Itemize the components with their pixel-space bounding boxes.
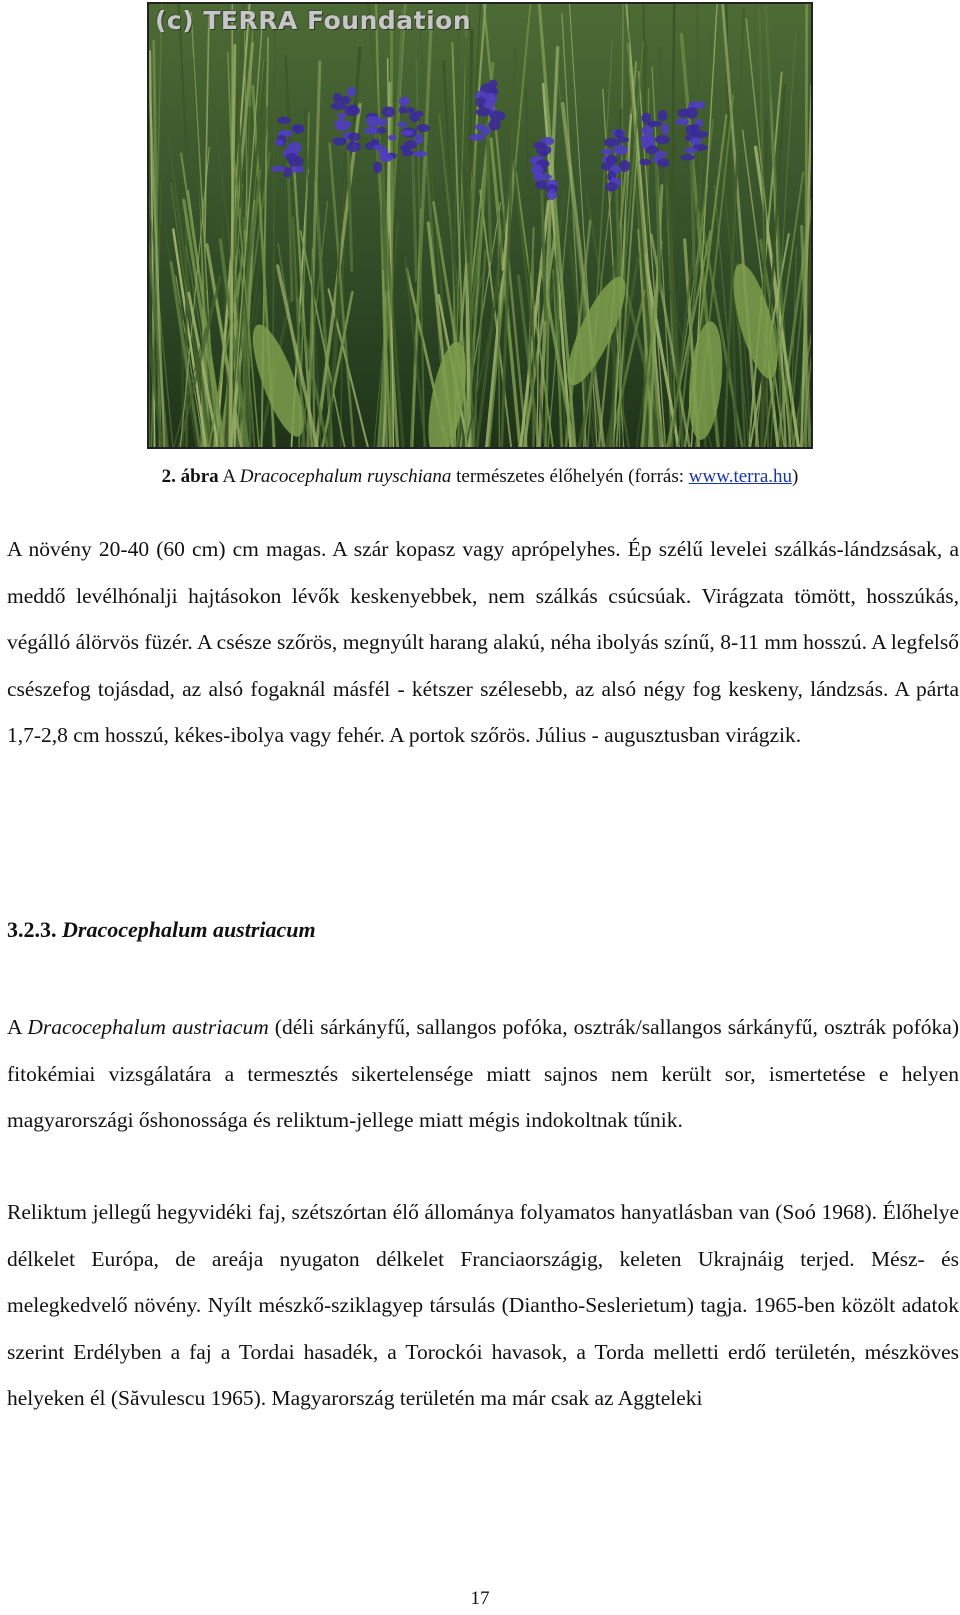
flower-petal: [684, 147, 697, 153]
flower-petal: [332, 137, 347, 145]
flower-petal: [657, 159, 669, 168]
flower-petal: [377, 127, 386, 134]
flower-petal: [488, 119, 500, 130]
section-heading: [7, 917, 316, 943]
flower-petal: [655, 151, 668, 157]
flower-petal: [347, 87, 357, 97]
flower-petal: [605, 182, 618, 192]
flower-petal: [476, 108, 492, 117]
flower-petal: [344, 105, 360, 116]
flower-petal: [469, 134, 485, 141]
flower-petal: [373, 162, 382, 174]
flower-petal: [675, 118, 689, 125]
flower-petal: [401, 130, 414, 136]
flower-petal: [409, 112, 420, 122]
intro-species: Dracocephalum austriacum: [27, 1015, 269, 1039]
flower-petal: [399, 106, 407, 114]
flower-petal: [382, 106, 396, 117]
flower-petal: [397, 121, 407, 127]
flower-petal: [291, 166, 305, 173]
section-number: 3.2.3.: [7, 917, 57, 942]
photo-watermark: (c) TERRA Foundation: [155, 6, 472, 35]
flower-petal: [416, 124, 430, 132]
flower-petal: [292, 125, 300, 133]
page-number: 17: [470, 1588, 490, 1609]
flower-petal: [399, 97, 410, 107]
flower-petal: [540, 150, 548, 157]
flower-petal: [642, 126, 654, 136]
habitat-paragraph: Reliktum jellegű hegyvidéki faj, szétszórtan élő állománya folyamatos hanyatlásban van (Soó 1968). Élőhelye délkelet Európa, de areája nyugaton délkelet Franciaországig, keleten Ukrajnáig terjed. Mész- és melegkedvelő növény. Nyílt mészkő-sziklagyep társulás (Diantho-Seslerietum) tagja. 1965-ben közölt adatok szerint Erdélyben a faj a Tordai hasadék, a Torockói havasok, a Torda melletti erdő területén, mészköves helyeken él (Săvulescu 1965). Magyarország területén ma már csak az Aggteleki: [7, 1200, 959, 1410]
flower-petal: [413, 151, 427, 157]
flower-petal: [614, 145, 628, 155]
flower-petal: [388, 135, 396, 141]
flower-petal: [537, 174, 552, 181]
flower-petal: [335, 124, 349, 130]
section-title: Dracocephalum austriacum: [62, 917, 316, 942]
flower-petal: [376, 118, 388, 126]
flower-petal: [639, 159, 651, 166]
source-link[interactable]: www.terra.hu: [688, 466, 793, 487]
flower-petal: [284, 167, 292, 178]
flower-petal: [601, 149, 614, 155]
flower-petal: [337, 113, 346, 119]
flower-petal: [484, 100, 495, 109]
flower-petal: [694, 101, 706, 109]
flower-petal: [379, 154, 393, 162]
caption-species: Dracocephalum ruyschiana: [239, 466, 452, 487]
flower-petal: [661, 124, 669, 135]
intro-pre: A: [7, 1015, 28, 1039]
flower-petal: [288, 156, 304, 167]
flower-petal: [402, 149, 414, 156]
caption-mid: természetes élőhelyén (forrás:: [451, 466, 689, 487]
caption-post: ): [792, 466, 799, 487]
flower-petal: [655, 135, 670, 144]
flower-petal: [271, 166, 286, 172]
flower-petal: [346, 141, 361, 152]
flower-petal: [680, 154, 695, 160]
description-paragraph: A növény 20-40 (60 cm) cm magas. A szár kopasz vagy aprópelyhes. Ép szélű levelei szálkás-lándzsásak, a meddő levélhónalji hajtásokon lévők keskenyebbek, nem szálkás csúcsúak. Virágzata tömött, hosszúkás, végálló álörvös füzér. A csésze szőrös, megnyúlt harang alakú, néha ibolyás színű, 8-11 mm hosszú. A legfelső csészefog tojásdad, az alsó fogaknál másfél - kétszer szélesebb, az alsó négy fog keskeny, lándzsás. A párta 1,7-2,8 cm hosszú, kékes-ibolya vagy fehér. A portok szőrös. Július - augusztusban virágzik.: [7, 537, 959, 747]
flower-petal: [677, 109, 691, 118]
flower-petal: [275, 139, 284, 146]
flower-petal: [604, 138, 619, 147]
flower-petal: [277, 117, 291, 124]
plant-photo: [147, 2, 813, 449]
intro-post: (déli sárkányfű, sallangos pofóka, osztrák/sallangos sárkányfű, osztrák pofóka) fitokémiai vizsgálatára a termesztés sikertelensége miatt sajnos nem került sor, ismertetése e helyen magyarországi őshonossága és reliktum-jellege miatt mégis indokoltnak tűnik.: [7, 1015, 959, 1132]
figure-label: 2. ábra: [161, 466, 219, 487]
flower-petal: [348, 132, 361, 141]
grass-blade: [232, 4, 233, 447]
flower-petal: [481, 126, 490, 135]
figure-caption: [0, 466, 960, 488]
intro-paragraph: [7, 1004, 959, 1144]
flower-petal: [547, 189, 557, 200]
caption-pre: A: [218, 466, 240, 487]
flower-petal: [331, 102, 347, 110]
flower-petal: [658, 110, 668, 121]
meadow-illustration: [149, 4, 811, 447]
